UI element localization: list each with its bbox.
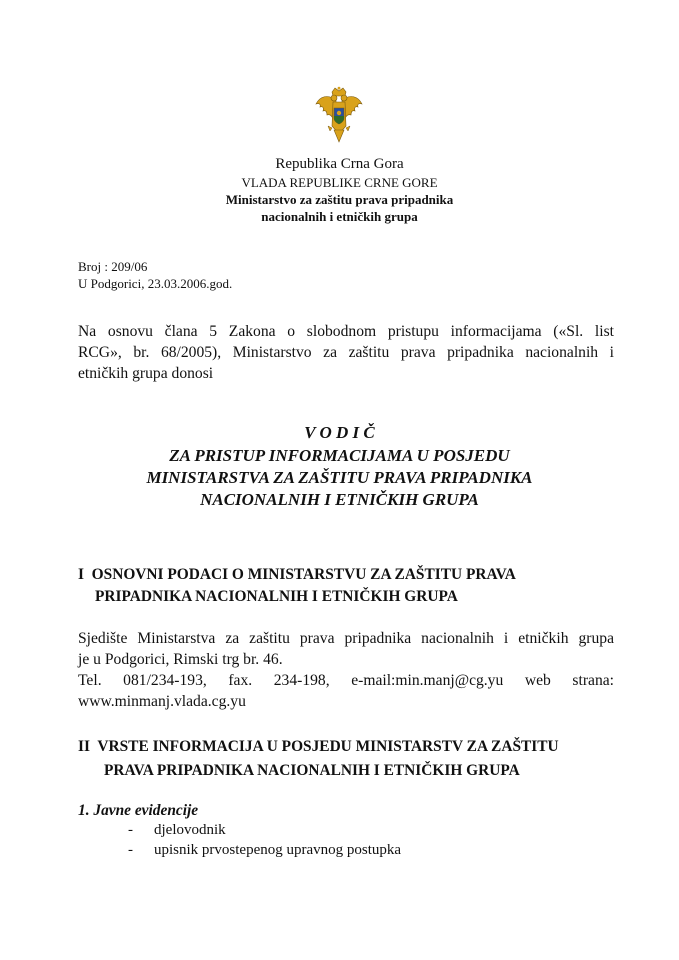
intro-line: RCG», br. 68/2005), Ministarstvo za zaštitu prava pripadnika nacionalnih i xyxy=(78,344,614,361)
place-date: U Podgorici, 23.03.2006.god. xyxy=(78,276,233,291)
document-number: Broj : 209/06 xyxy=(78,259,148,274)
section-1-body-line: je u Podgorici, Rimski trg br. 46. xyxy=(78,651,283,668)
section-2-heading-cont: PRAVA PRIPADNIKA NACIONALNIH I ETNIČKIH GRUPA xyxy=(104,762,520,779)
document-title-line: ZA PRISTUP INFORMACIJAMA U POSJEDU xyxy=(169,446,510,465)
document-title-vodic: V O D I Č xyxy=(304,423,375,442)
header-country: Republika Crna Gora xyxy=(275,156,404,172)
subheading-public-records: 1. Javne evidencije xyxy=(78,802,199,819)
header-ministry-line2: nacionalnih i etničkih grupa xyxy=(261,209,418,224)
section-1-body xyxy=(78,628,614,712)
list-item: - upisnik prvostepenog upravnog postupka xyxy=(128,842,402,858)
document-title-line: NACIONALNIH I ETNIČKIH GRUPA xyxy=(200,490,479,509)
coat-of-arms-icon xyxy=(314,86,364,144)
section-1-body-line: www.minmanj.vlada.cg.yu xyxy=(78,693,246,710)
intro-line: Na osnovu člana 5 Zakona o slobodnom pristupu informacijama («Sl. list xyxy=(78,323,614,340)
header-ministry-line1: Ministarstvo za zaštitu prava pripadnika xyxy=(225,192,454,207)
section-1-heading: I OSNOVNI PODACI O MINISTARSTVU ZA ZAŠTITU PRAVA xyxy=(78,566,516,583)
intro-line: etničkih grupa donosi xyxy=(78,365,214,382)
section-1-body-line: Sjedište Ministarstva za zaštitu prava pripadnika nacionalnih i etničkih grupa xyxy=(78,630,614,647)
intro-paragraph xyxy=(78,321,614,384)
section-1-body-line: Tel. 081/234-193, fax. 234-198, e-mail:min.manj@cg.yu web strana: xyxy=(78,672,614,689)
list-item-text: upisnik prvostepenog upravnog postupka xyxy=(154,842,402,858)
header-government: VLADA REPUBLIKE CRNE GORE xyxy=(241,175,438,190)
document-title-line: MINISTARSTVA ZA ZAŠTITU PRAVA PRIPADNIKA xyxy=(146,468,533,487)
section-2-heading: II VRSTE INFORMACIJA U POSJEDU MINISTARSTV ZA ZAŠTITU xyxy=(78,738,559,755)
list-item-text: djelovodnik xyxy=(154,822,226,838)
list-item: - djelovodnik xyxy=(128,822,226,838)
section-1-heading-cont: PRIPADNIKA NACIONALNIH I ETNIČKIH GRUPA xyxy=(95,588,458,605)
